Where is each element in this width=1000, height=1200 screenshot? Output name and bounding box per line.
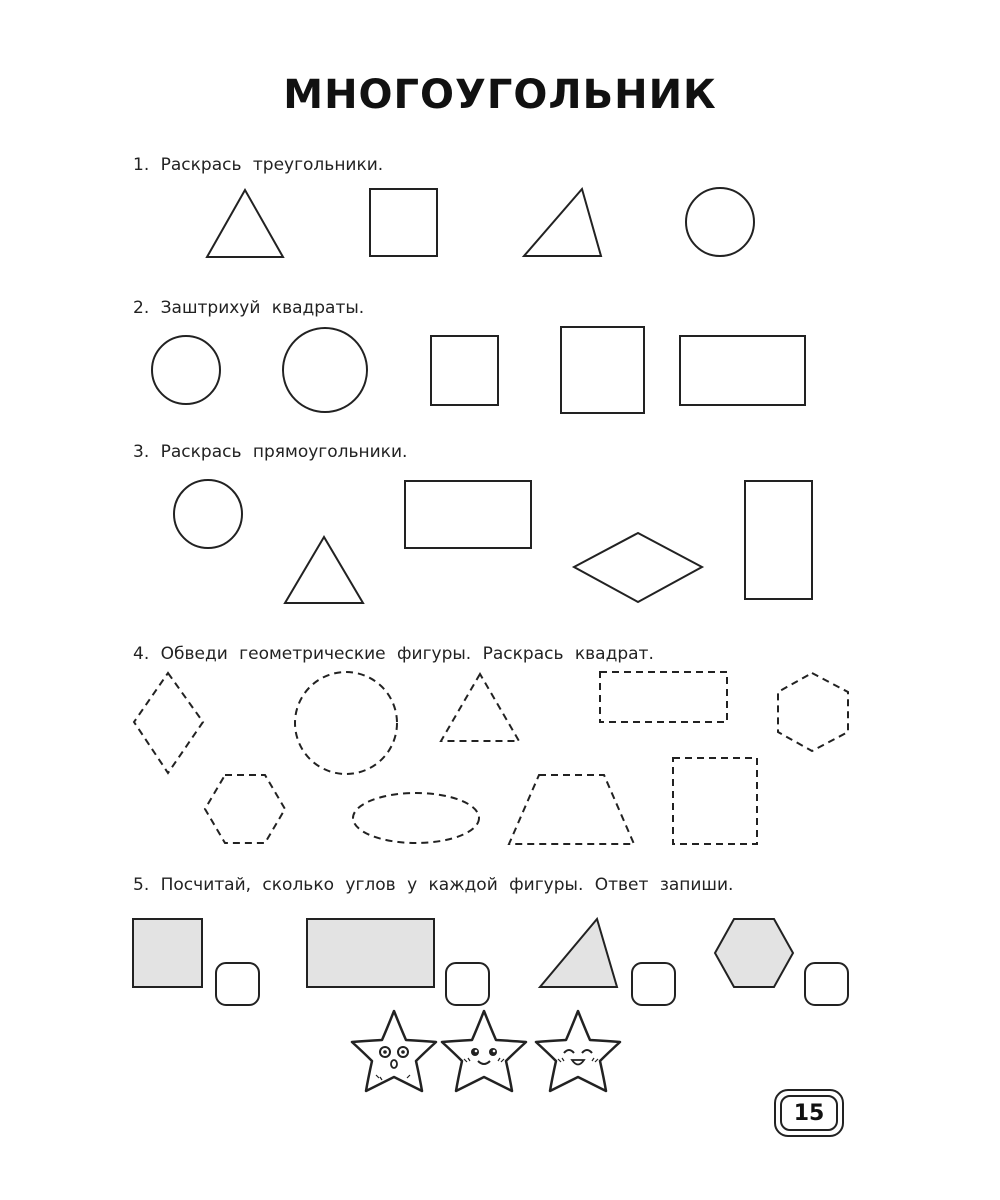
dashed-rhombus-shape[interactable] xyxy=(134,673,203,773)
task-5-text: 5. Посчитай, сколько углов у каждой фигуры. Ответ запиши. xyxy=(133,875,734,895)
task-1-text: 1. Раскрась треугольники. xyxy=(133,155,384,175)
dashed-rectangle-shape[interactable] xyxy=(600,672,727,722)
dashed-hexagon-shape[interactable] xyxy=(778,673,848,751)
page-title: МНОГОУГОЛЬНИК xyxy=(283,72,717,118)
triangle-shape[interactable] xyxy=(524,189,601,256)
task-4-text: 4. Обведи геометрические фигуры. Раскрась квадрат. xyxy=(133,644,654,664)
answer-box[interactable] xyxy=(805,963,848,1005)
answer-box[interactable] xyxy=(216,963,259,1005)
triangle-shape[interactable] xyxy=(285,537,363,603)
grey-triangle-shape xyxy=(540,919,617,987)
triangle-shape[interactable] xyxy=(207,190,283,257)
star-happy-icon xyxy=(536,1011,620,1091)
dashed-circle-shape[interactable] xyxy=(295,672,397,774)
dashed-ellipse-shape[interactable] xyxy=(353,793,479,843)
rectangle-shape[interactable] xyxy=(745,481,812,599)
task-3-shapes xyxy=(174,480,812,603)
task-4-shapes xyxy=(134,672,848,844)
star-cheerful-icon xyxy=(352,1011,436,1091)
square-shape[interactable] xyxy=(370,189,437,256)
page-number: 15 xyxy=(780,1095,838,1131)
task-1-shapes xyxy=(207,188,754,257)
rectangle-shape[interactable] xyxy=(680,336,805,405)
task-2-shapes xyxy=(152,327,805,413)
task-2-text: 2. Заштрихуй квадраты. xyxy=(133,298,365,318)
square-shape[interactable] xyxy=(431,336,498,405)
dashed-trapezoid-shape[interactable] xyxy=(509,775,634,844)
grey-square-shape xyxy=(133,919,202,987)
dashed-hexagon-shape[interactable] xyxy=(205,775,285,843)
circle-shape[interactable] xyxy=(686,188,754,256)
rectangle-shape[interactable] xyxy=(405,481,531,548)
grey-hexagon-shape xyxy=(715,919,793,987)
dashed-square-shape[interactable] xyxy=(673,758,757,844)
circle-shape[interactable] xyxy=(152,336,220,404)
answer-box[interactable] xyxy=(632,963,675,1005)
page-number-badge xyxy=(774,1089,844,1137)
dashed-triangle-shape[interactable] xyxy=(441,674,519,741)
answer-box[interactable] xyxy=(446,963,489,1005)
circle-shape[interactable] xyxy=(283,328,367,412)
square-shape[interactable] xyxy=(561,327,644,413)
grey-rectangle-shape xyxy=(307,919,434,987)
circle-shape[interactable] xyxy=(174,480,242,548)
star-smiling-icon xyxy=(442,1011,526,1091)
rhombus-shape[interactable] xyxy=(574,533,702,602)
task-3-text: 3. Раскрась прямоугольники. xyxy=(133,442,408,462)
task-5-shapes xyxy=(133,919,848,1005)
